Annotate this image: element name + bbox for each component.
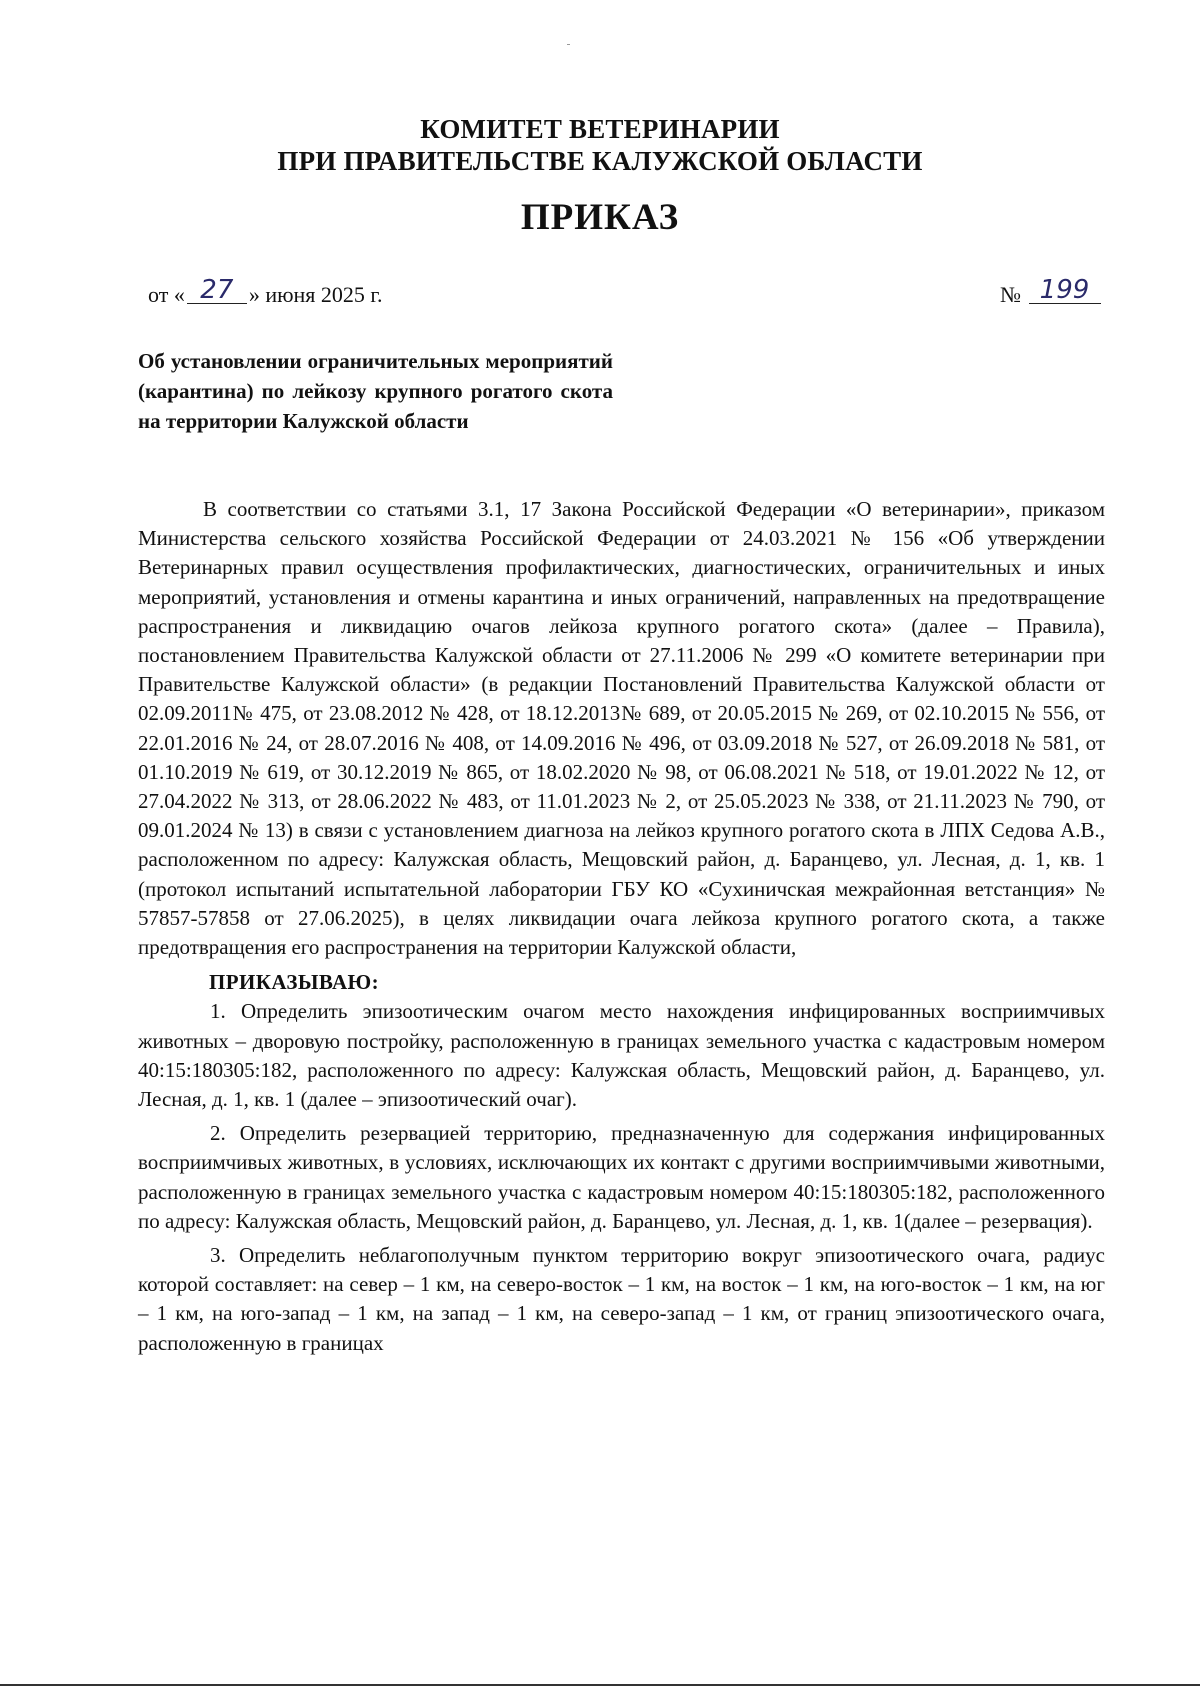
order-item-2: 2. Определить резервацией территорию, предназначенную для содержания инфицированных восприимчивых животных, в условиях, исключающих их контакт с другими восприимчивыми животными, расположенную в границах земельного участка с кадастровым номером 40:15:180305:182, расположенного по адресу: Калужская область, Мещовский район, д. Баранцево, ул. Лесная, д. 1, кв. 1(далее – резервация). — [138, 1121, 1105, 1233]
order-body — [138, 495, 1105, 1358]
issuer-line-2: ПРИ ПРАВИТЕЛЬСТВЕ КАЛУЖСКОЙ ОБЛАСТИ — [277, 146, 923, 176]
date-day-handwritten: 27 — [187, 277, 247, 304]
page-bottom-rule — [0, 1684, 1200, 1686]
number-prefix: № — [1000, 282, 1021, 307]
date-prefix: от « — [148, 282, 185, 307]
order-number — [1000, 275, 1103, 309]
document-type-title: ПРИКАЗ — [520, 197, 680, 238]
number-value-handwritten: 199 — [1029, 277, 1101, 304]
scan-speck — [567, 44, 570, 45]
order-item-1: 1. Определить эпизоотическим очагом место нахождения инфицированных восприимчивых животных – дворовую постройку, расположенную в границах земельного участка с кадастровым номером 40:15:180305:182, расположенного по адресу: Калужская область, Мещовский район, д. Баранцево, ул. Лесная, д. 1, кв. 1 (далее – эпизоотический очаг). — [138, 999, 1105, 1112]
order-item-3: 3. Определить неблагополучным пунктом территорию вокруг эпизоотического очага, радиус которой составляет: на север – 1 км, на северо-восток – 1 км, на восток – 1 км, на юго-восток – 1 км, на юг – 1 км, на юго-запад – 1 км, на запад – 1 км, на северо-запад – 1 км, от границ эпизоотического очага, расположенную в границах — [138, 1243, 1105, 1355]
preamble-paragraph: В соответствии со статьями 3.1, 17 Закона Российской Федерации «О ветеринарии», приказом Министерства сельского хозяйства Российской Федерации от 24.03.2021 № 156 «Об утверждении Ветеринарных правил осуществления профилактических, диагностических, ограничительных и иных мероприятий, установления и отмены карантина и иных ограничений, направленных на предотвращение распространения и ликвидацию очагов лейкоза крупного рогатого скота» (далее – Правила), постановлением Правительства Калужской области от 27.11.2006 № 299 «О комитете ветеринарии при Правительстве Калужской области» (в редакции Постановлений Правительства Калужской области от 02.09.2011№ 475, от 23.08.2012 № 428, от 18.12.2013№ 689, от 20.05.2015 № 269, от 02.10.2015 № 556, от 22.01.2016 № 24, от 28.07.2016 № 408, от 14.09.2016 № 496, от 03.09.2018 № 527, от 26.09.2018 № 581, от 01.10.2019 № 619, от 30.12.2019 № 865, от 18.02.2020 № 98, от 06.08.2021 № 518, от 19.01.2022 № 12, от 27.04.2022 № 313, от 28.06.2022 № 483, от 11.01.2023 № 2, от 25.05.2023 № 338, от 21.11.2023 № 790, от 09.01.2024 № 13) в связи с установлением диагноза на лейкоз крупного рогатого скота в ЛПХ Седова А.В., расположенном по адресу: Калужская область, Мещовский район, д. Баранцево, ул. Лесная, д. 1, кв. 1 (протокол испытаний испытательной лаборатории ГБУ КО «Сухиничская межрайонная ветстанция» № 57857-57858 от 27.06.2025), в целях ликвидации очага лейкоза крупного рогатого скота, а также предотвращения его распространения на территории Калужской области, — [138, 497, 1105, 960]
order-date — [148, 275, 383, 309]
order-subject: Об установлении ограничительных мероприятий (карантина) по лейкозу крупного рогатого скота на территории Калужской области — [138, 349, 613, 433]
date-suffix: » июня 2025 г. — [248, 282, 383, 307]
issuer-line-1: КОМИТЕТ ВЕТЕРИНАРИИ — [420, 114, 780, 144]
order-word: ПРИКАЗЫВАЮ: — [209, 970, 379, 995]
